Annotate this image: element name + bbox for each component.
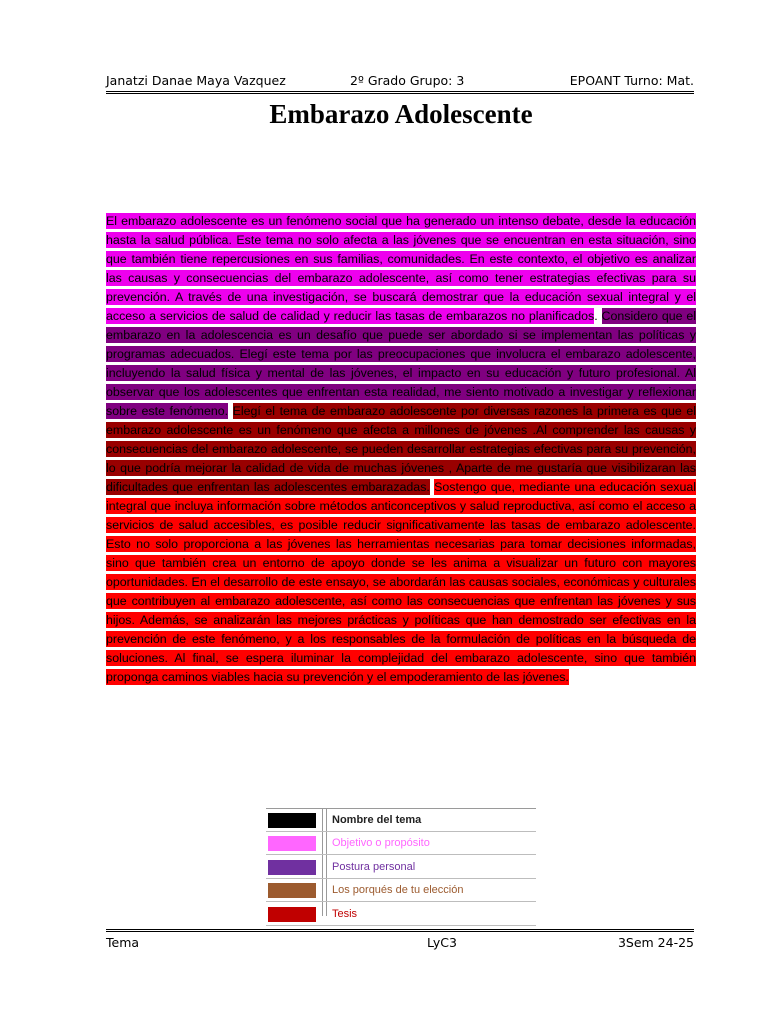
highlight-sep: [228, 403, 233, 419]
page-footer: [106, 934, 694, 952]
legend-swatch: [268, 860, 316, 875]
legend-row: [266, 879, 536, 902]
legend-swatch: [268, 813, 316, 828]
legend-swatch: [268, 907, 316, 922]
highlight-objetivo: El embarazo adolescente es un fenómeno social que ha generado un intenso debate, desde la educación hasta la salud pública. Este tema no solo afecta a las jóvenes que se encuentran en esta situación, sino que también tiene repercusiones en sus familias, comunidades. En este contexto, el objetivo es analizar las causas y consecuencias del embarazo adolescente, así como tener estrategias efectivas para su prevención. A través de una investigación, se buscará demostrar que la educación sexual integral y el acceso a servicios de salud de calidad y reducir las tasas de embarazos no planificados: [106, 214, 696, 323]
footer-course: LyC3: [427, 935, 457, 950]
legend-row: [266, 903, 536, 926]
footer-semester: 3Sem 24-25: [617, 935, 694, 950]
header-grade-group: 2º Grado Grupo: 3: [350, 73, 465, 88]
color-legend: [266, 806, 536, 918]
legend-label: Objetivo o propósito: [332, 837, 430, 850]
header-author: Janatzi Danae Maya Vazquez: [106, 73, 286, 88]
legend-label: Tesis: [332, 907, 358, 920]
legend-row: [266, 809, 536, 832]
legend-label: Postura personal: [332, 860, 416, 873]
legend-row: [266, 856, 536, 879]
legend-row: [266, 832, 536, 855]
header-rule: [106, 91, 694, 94]
page-header: [106, 72, 694, 90]
footer-topic: Tema: [106, 935, 140, 950]
highlight-postura: Considero que el embarazo en la adolescencia es un desafío que puede ser abordado si se implementan las políticas y programas adecuados. Elegí este tema por las preocupaciones que involucra el embarazo adolescente, incluyendo la salud física y mental de las jóvenes, el impacto en su educación y futuro profesional. Al observar que los adolescentes que enfrentan esta realidad, me siento motivado a investigar y reflexionar sobre este fenómeno.: [106, 309, 697, 418]
legend-swatch: [268, 883, 316, 898]
highlight-tesis: Sostengo que, mediante una educación sexual integral que incluya información sobre métodos anticonceptivos y salud reproductiva, así como el acceso a servicios de salud accesibles, es posible reducir significativamente las tasas de embarazo adolescente. Esto no solo proporciona a las jóvenes las herramientas necesarias para tomar decisiones informadas, sino que también crea un entorno de apoyo donde se les anima a visualizar un futuro con mayores oportunidades. En el desarrollo de este ensayo, se abordarán las causas sociales, económicas y culturales que contribuyen al embarazo adolescente, así como las consecuencias que enfrentan las jóvenes y sus hijos. Además, se analizarán las mejores prácticas y políticas que han demostrado ser efectivas en la prevención de este fenómeno, y a los responsables de la formulación de políticas en la búsqueda de soluciones. Al final, se espera iluminar la complejidad del embarazo adolescente, sino que también proponga caminos viables hacia su prevención y el empoderamiento de las jóvenes.: [106, 480, 696, 684]
legend-row-divider: [266, 925, 536, 926]
highlight-porques: Elegí el tema de embarazo adolescente por diversas razones la primera es que el embarazo adolescente es un fenómeno que afecta a millones de jóvenes .Al comprender las causas y consecuencias del embarazo adolescente, se pueden desarrollar estrategias efectivas para su prevención, lo que podría mejorar la calidad de vida de muchas jóvenes , Aparte de me gustaría que visibilizaran las dificultades que enfrentan las adolescentes embarazadas.: [106, 404, 696, 494]
header-school-shift: EPOANT Turno: Mat.: [569, 73, 694, 88]
document-title: Embarazo Adolescente: [269, 99, 533, 129]
footer-rule: [106, 929, 694, 932]
highlight-sep: .: [594, 309, 602, 323]
legend-label: Los porqués de tu elección: [332, 884, 464, 897]
legend-swatch: [268, 836, 316, 851]
essay-paragraph: [106, 212, 696, 687]
legend-label: Nombre del tema: [332, 814, 422, 826]
